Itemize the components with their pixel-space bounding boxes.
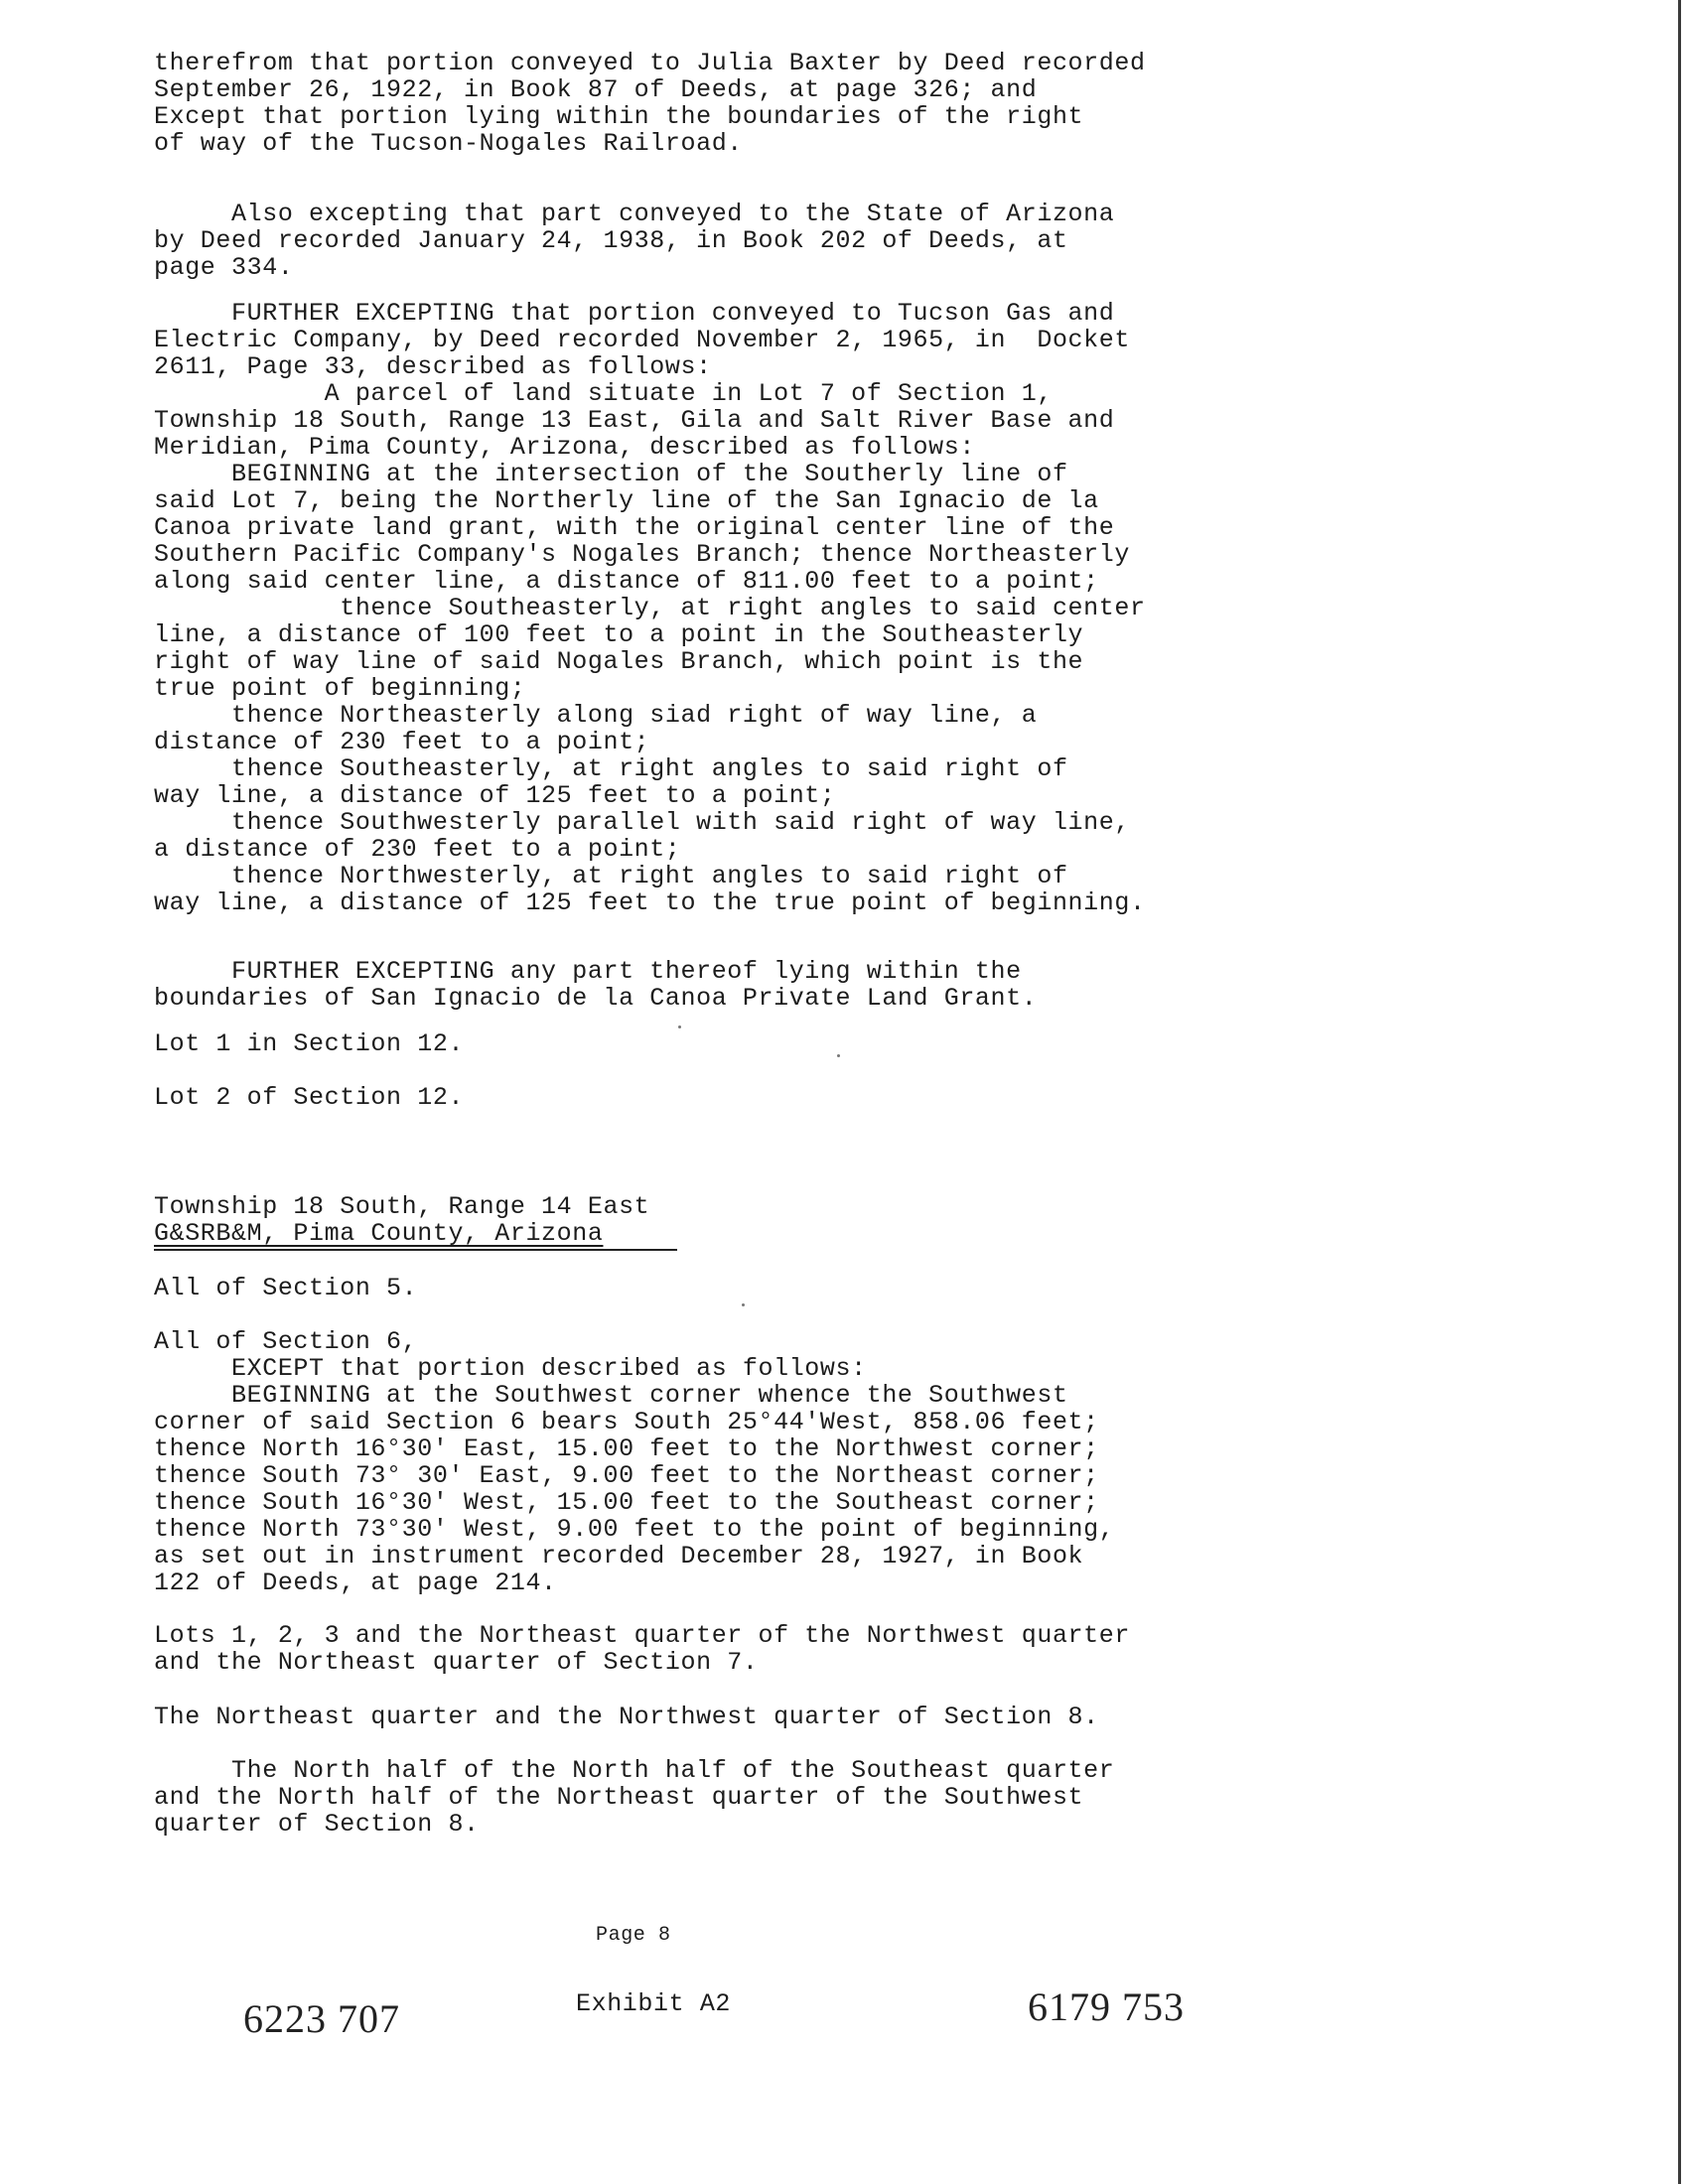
paragraph-section-8-north-half (154, 1757, 1206, 1838)
text-line: Electric Company, by Deed recorded November 2, 1965, in Docket (154, 326, 1130, 354)
text-line: September 26, 1922, in Book 87 of Deeds, at page 326; and (154, 75, 1038, 104)
text-line: way line, a distance of 125 feet to a point; (154, 781, 836, 810)
text-line: and the North half of the Northeast quarter of the Southwest (154, 1783, 1084, 1812)
text-line: All of Section 6, (154, 1327, 418, 1356)
heading-underline (154, 1249, 677, 1251)
paragraph-lot-1 (154, 1030, 1206, 1057)
text-line: boundaries of San Ignacio de la Canoa Private Land Grant. (154, 984, 1038, 1013)
text-line: Lot 1 in Section 12. (154, 1029, 465, 1058)
text-line: Canoa private land grant, with the original center line of the (154, 513, 1115, 542)
text-line: Lot 2 of Section 12. (154, 1083, 465, 1112)
text-line: FURTHER EXCEPTING that portion conveyed to Tucson Gas and (154, 299, 1115, 328)
paragraph-section-7 (154, 1622, 1206, 1676)
text-line: thence South 73° 30' East, 9.00 feet to the Northeast corner; (154, 1461, 1099, 1490)
recording-stamp-left: 6223 707 (243, 1996, 400, 2041)
scan-speck (678, 1025, 681, 1028)
text-line: thence North 16°30' East, 15.00 feet to the Northwest corner; (154, 1434, 1099, 1463)
text-line: line, a distance of 100 feet to a point in the Southeasterly (154, 620, 1084, 649)
text-line: quarter of Section 8. (154, 1810, 480, 1839)
text-line: EXCEPT that portion described as follows: (154, 1354, 867, 1383)
text-line: true point of beginning; (154, 674, 526, 703)
text-line: Also excepting that part conveyed to the State of Arizona (154, 200, 1115, 228)
text-line: BEGINNING at the intersection of the Southerly line of (154, 460, 1068, 488)
text-line: said Lot 7, being the Northerly line of the San Ignacio de la (154, 486, 1099, 515)
text-line: along said center line, a distance of 811.00 feet to a point; (154, 567, 1099, 596)
text-line: and the Northeast quarter of Section 7. (154, 1648, 759, 1677)
text-line: Southern Pacific Company's Nogales Branch; thence Northeasterly (154, 540, 1130, 569)
text-line: corner of said Section 6 bears South 25°44'West, 858.06 feet; (154, 1408, 1099, 1436)
text-line: right of way line of said Nogales Branch, which point is the (154, 647, 1084, 676)
text-line: thence Southeasterly, at right angles to said right of (154, 754, 1068, 783)
text-line: of way of the Tucson-Nogales Railroad. (154, 129, 743, 158)
text-line: Township 18 South, Range 13 East, Gila and Salt River Base and (154, 406, 1115, 435)
text-line: as set out in instrument recorded December 28, 1927, in Book (154, 1542, 1084, 1570)
text-line: thence North 73°30' West, 9.00 feet to the point of beginning, (154, 1515, 1115, 1544)
text-line: 122 of Deeds, at page 214. (154, 1569, 557, 1597)
township-heading (154, 1193, 1206, 1247)
scan-speck (742, 1303, 745, 1306)
text-line: The Northeast quarter and the Northwest quarter of Section 8. (154, 1703, 1099, 1731)
text-line: by Deed recorded January 24, 1938, in Book 202 of Deeds, at (154, 226, 1068, 255)
paragraph-section-6 (154, 1328, 1206, 1596)
township-heading-line-1: Township 18 South, Range 14 East (154, 1192, 650, 1221)
exhibit-label: Exhibit A2 (576, 1989, 732, 2018)
text-line: thence Southwesterly parallel with said right of way line, (154, 808, 1130, 837)
text-line: thence Southeasterly, at right angles to said center (154, 594, 1146, 622)
text-line: BEGINNING at the Southwest corner whence the Southwest (154, 1381, 1068, 1410)
text-line: page 334. (154, 253, 294, 282)
text-line: a distance of 230 feet to a point; (154, 835, 681, 864)
text-line: All of Section 5. (154, 1274, 418, 1302)
page-number: Page 8 (596, 1924, 671, 1947)
text-line: Except that portion lying within the boundaries of the right (154, 102, 1084, 131)
paragraph-julia-baxter-exception (154, 50, 1206, 157)
scan-edge-line (1678, 0, 1681, 2184)
text-line: way line, a distance of 125 feet to the true point of beginning. (154, 888, 1146, 917)
paragraph-section-5 (154, 1275, 1206, 1301)
text-line: 2611, Page 33, described as follows: (154, 352, 712, 381)
text-line: The North half of the North half of the Southeast quarter (154, 1756, 1115, 1785)
scan-speck (837, 1054, 840, 1057)
paragraph-san-ignacio-exception (154, 958, 1206, 1012)
paragraph-tucson-gas-exception (154, 300, 1206, 916)
text-line: distance of 230 feet to a point; (154, 728, 650, 756)
paragraph-lot-2 (154, 1084, 1206, 1111)
text-line: A parcel of land situate in Lot 7 of Section 1, (154, 379, 1053, 408)
text-line: therefrom that portion conveyed to Julia Baxter by Deed recorded (154, 49, 1146, 77)
text-line: thence Northwesterly, at right angles to said right of (154, 862, 1068, 890)
text-line: FURTHER EXCEPTING any part thereof lying within the (154, 957, 1022, 986)
text-line: Meridian, Pima County, Arizona, described as follows: (154, 433, 975, 462)
paragraph-state-of-arizona-exception (154, 201, 1206, 281)
text-line: Lots 1, 2, 3 and the Northeast quarter of the Northwest quarter (154, 1621, 1130, 1650)
text-line: thence South 16°30' West, 15.00 feet to the Southeast corner; (154, 1488, 1099, 1517)
township-heading-line-2: G&SRB&M, Pima County, Arizona (154, 1219, 604, 1248)
recording-stamp-right: 6179 753 (1028, 1984, 1185, 2029)
text-line: thence Northeasterly along siad right of way line, a (154, 701, 1038, 730)
paragraph-section-8-quarters (154, 1704, 1206, 1730)
